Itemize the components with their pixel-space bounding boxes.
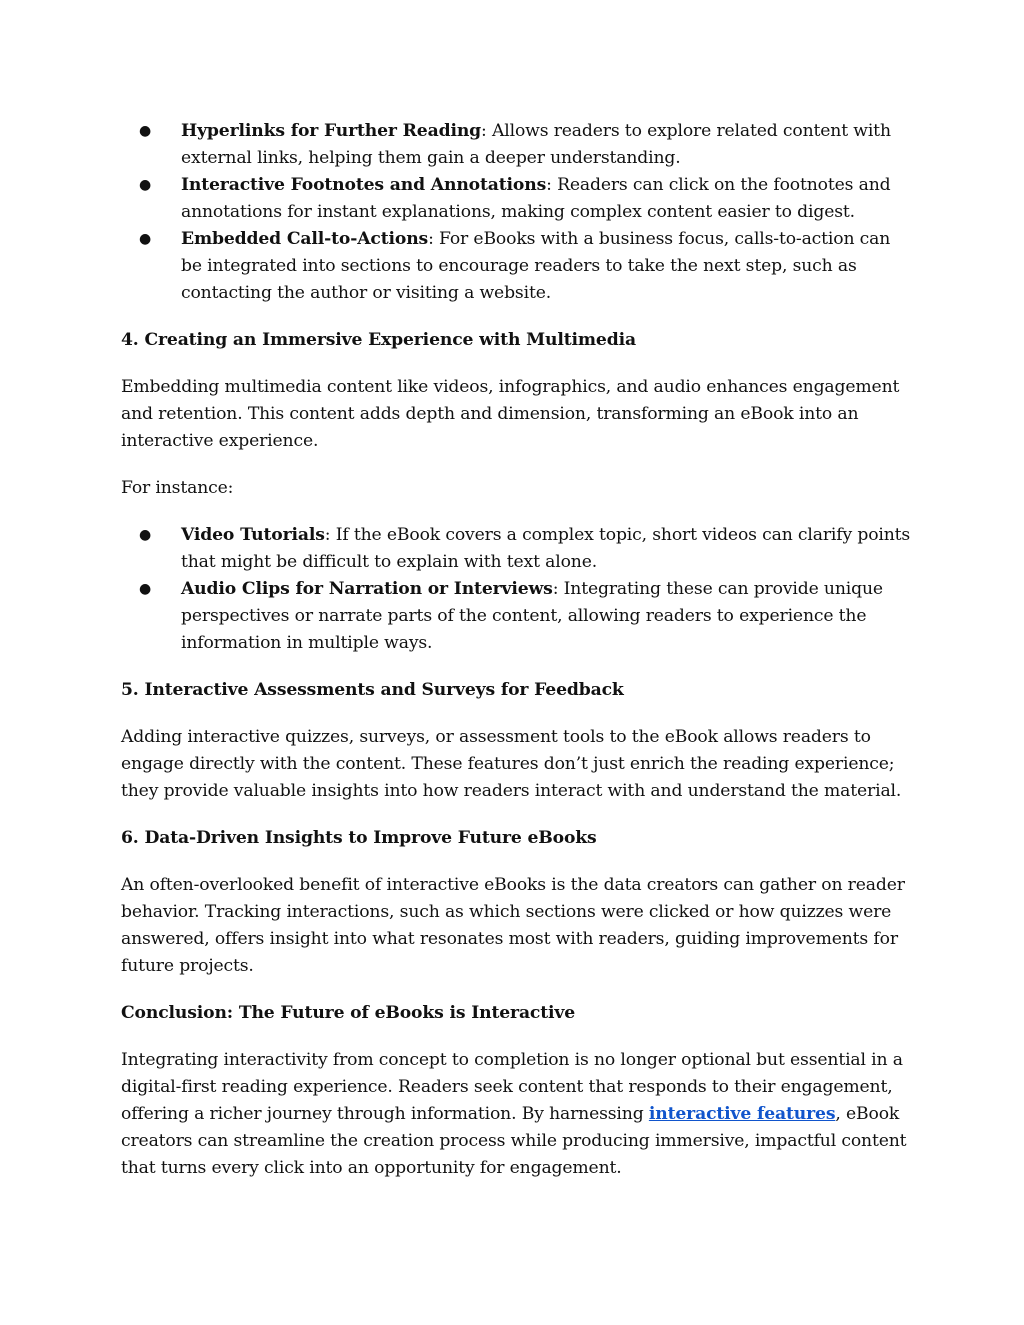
list-item-term: Video Tutorials [181, 525, 325, 545]
section-5-heading: 5. Interactive Assessments and Surveys for Feedback [121, 680, 624, 700]
list-item [121, 118, 911, 172]
section-5-paragraph: Adding interactive quizzes, surveys, or assessment tools to the eBook allows readers to engage directly with the content. These features don’t just enrich the reading experience; they provide valuable insights into how readers interact with and understand the material. [121, 727, 902, 801]
conclusion-heading: Conclusion: The Future of eBooks is Interactive [121, 1003, 576, 1023]
list-item [121, 576, 911, 657]
section-4-heading: 4. Creating an Immersive Experience with Multimedia [121, 330, 636, 350]
section-4-intro: For instance: [121, 478, 234, 498]
bullet-icon: ● [139, 123, 152, 139]
list-item-term: Interactive Footnotes and Annotations [181, 175, 547, 195]
list-item-text: : Allows readers to explore related content with external links, helping them gain a deeper understanding. [181, 121, 891, 168]
bullet-icon: ● [139, 177, 152, 193]
bullet-icon: ● [139, 527, 152, 543]
conclusion-text-start: Integrating interactivity from concept to completion is no longer optional but essential in a digital-first reading experience. Readers seek content that responds to their engagement, offering a richer journey through information. By harnessing [121, 1050, 903, 1124]
list-item-text: : Integrating these can provide unique perspectives or narrate parts of the content, allowing readers to experience the information in multiple ways. [181, 579, 883, 653]
list-item [121, 522, 911, 576]
list-item-text: : If the eBook covers a complex topic, short videos can clarify points that might be difficult to explain with text alone. [181, 525, 911, 572]
list-item-term: Hyperlinks for Further Reading [181, 121, 482, 141]
conclusion-paragraph [121, 1047, 911, 1182]
conclusion-text-end: , eBook creators can streamline the creation process while producing immersive, impactful content that turns every click into an opportunity for engagement. [121, 1104, 907, 1178]
bullet-icon: ● [139, 231, 152, 247]
list-item [121, 172, 911, 226]
feature-list [121, 118, 911, 307]
interactive-features-link[interactable]: interactive features [648, 1104, 836, 1124]
bullet-icon: ● [139, 581, 152, 597]
list-item [121, 226, 911, 307]
list-item-term: Audio Clips for Narration or Interviews [181, 579, 553, 599]
list-item-text: : For eBooks with a business focus, calls-to-action can be integrated into sections to encourage readers to take the next step, such as contacting the author or visiting a website. [181, 229, 891, 303]
list-item-term: Embedded Call-to-Actions [181, 229, 429, 249]
multimedia-list [121, 522, 911, 657]
document-page [121, 118, 911, 1182]
list-item-text: : Readers can click on the footnotes and annotations for instant explanations, making complex content easier to digest. [181, 175, 891, 222]
section-6-paragraph: An often-overlooked benefit of interactive eBooks is the data creators can gather on reader behavior. Tracking interactions, such as which sections were clicked or how quizzes were answered, offers insight into what resonates most with readers, guiding improvements for future projects. [121, 875, 905, 976]
section-4-paragraph: Embedding multimedia content like videos, infographics, and audio enhances engagement and retention. This content adds depth and dimension, transforming an eBook into an interactive experience. [121, 377, 900, 451]
section-6-heading: 6. Data-Driven Insights to Improve Future eBooks [121, 828, 597, 848]
